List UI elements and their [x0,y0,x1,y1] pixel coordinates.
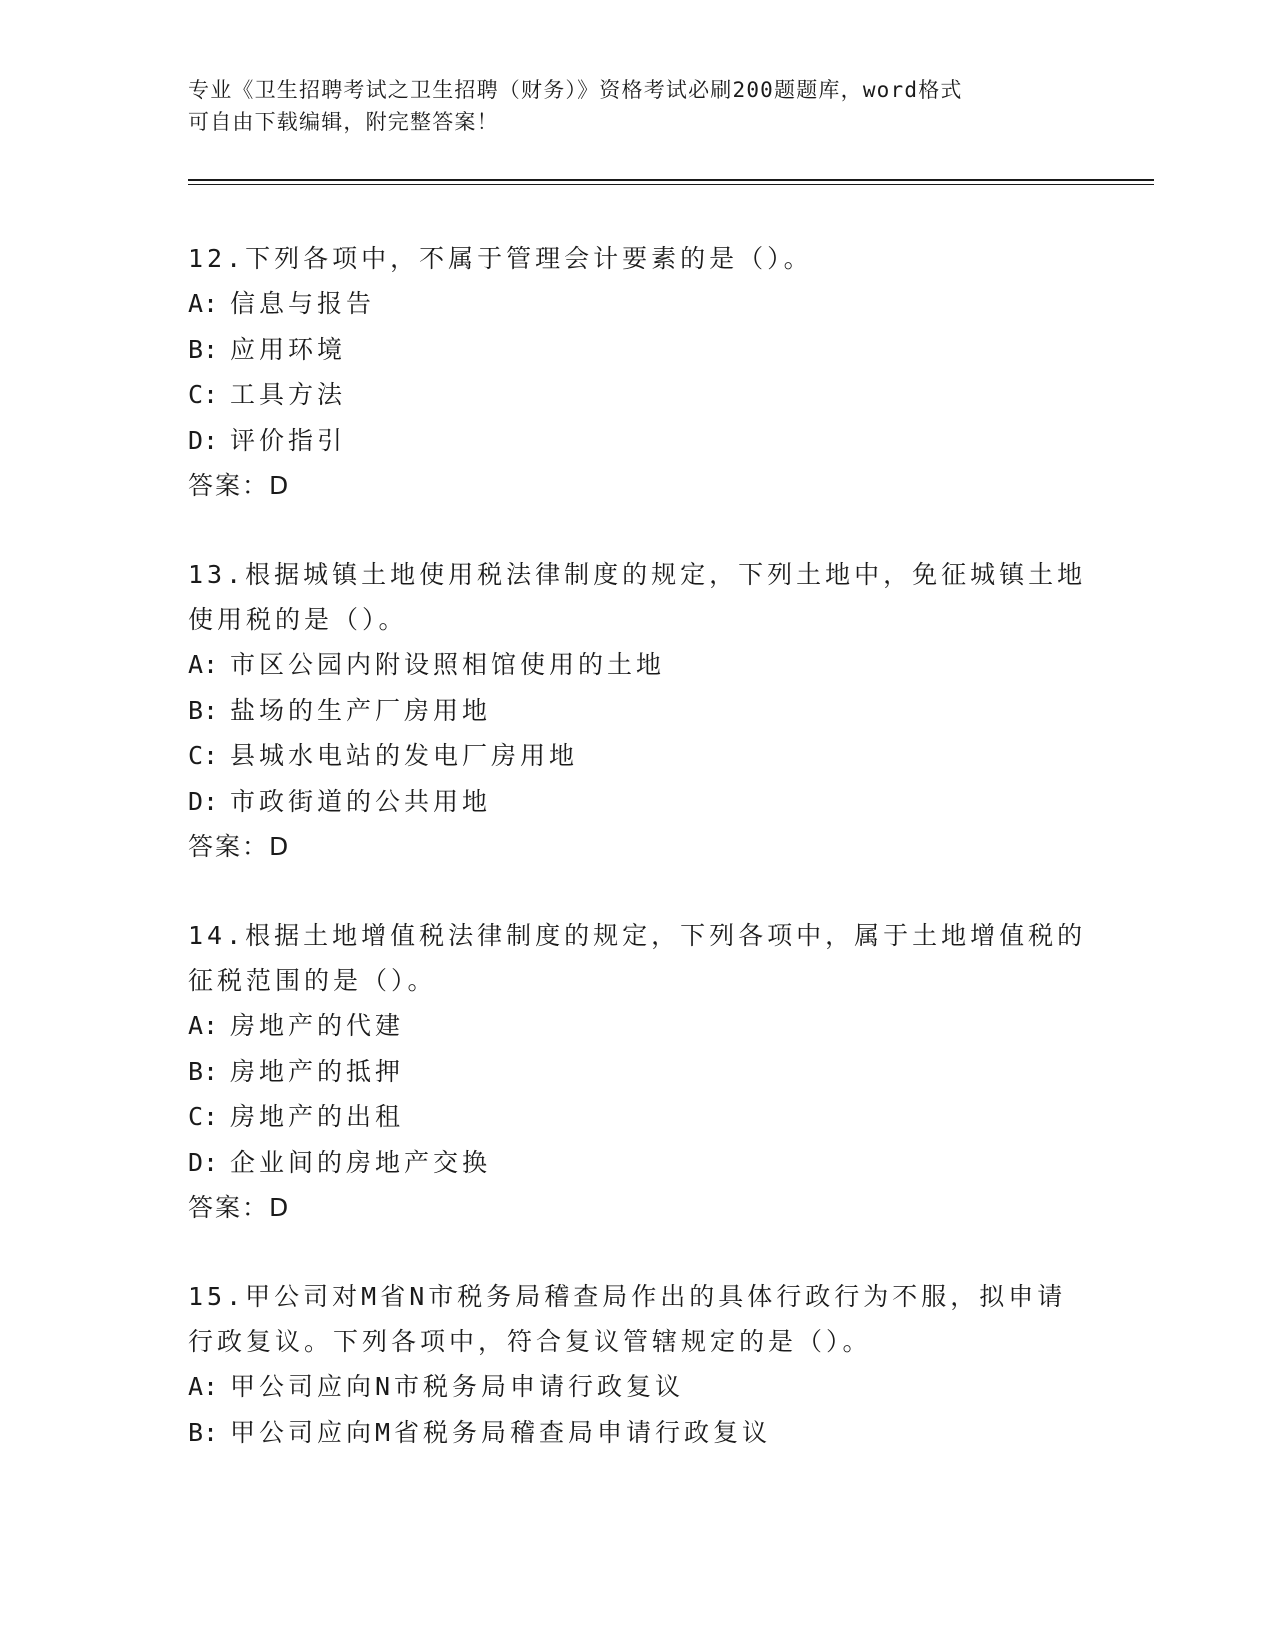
option-text: 甲公司应向M省税务局稽查局申请行政复议 [230,1417,772,1447]
option-text: 信息与报告 [230,289,376,318]
header-line-1: 专业《卫生招聘考试之卫生招聘（财务）》资格考试必刷200题题库，word格式 [188,78,963,102]
question-text-line: 15.甲公司对M省N市税务局稽查局作出的具体行政行为不服，拟申请 [188,1282,1067,1311]
option-row [188,1003,1088,1049]
option-letter: C: [188,1102,219,1131]
option-text: 房地产的出租 [230,1102,405,1131]
option-letter: B: [188,1056,219,1086]
option-letter: C: [188,380,219,409]
question-text-line: 14.根据土地增值税法律制度的规定，下列各项中，属于土地增值税的 [188,921,1087,950]
option-row [188,688,1088,734]
option-letter: B: [188,334,219,364]
question-text [188,552,1088,642]
question-block [188,913,1088,1230]
option-row [188,1140,1088,1186]
option-row [188,1049,1088,1095]
document-header [188,74,1068,138]
question-text-line: 12.下列各项中，不属于管理会计要素的是（）。 [188,244,813,273]
question-block [188,236,1088,508]
option-text: 房地产的代建 [230,1011,405,1040]
option-letter: B: [188,1417,219,1447]
option-text: 市政街道的公共用地 [230,786,492,816]
question-list [188,236,1088,1499]
option-row [188,642,1088,688]
question-block [188,1274,1088,1455]
option-letter: A: [188,650,219,679]
option-row [188,1364,1088,1410]
option-text: 甲公司应向N市税务局申请行政复议 [230,1372,685,1401]
question-block [188,552,1088,869]
answer-line: 答案：D [188,1193,291,1222]
header-divider-thick [188,179,1154,181]
option-letter: A: [188,1011,219,1040]
header-line-2: 可自由下载编辑，附完整答案！ [188,110,499,134]
option-text: 房地产的抵押 [230,1056,405,1086]
option-letter: A: [188,1372,219,1401]
option-row [188,372,1088,418]
option-row [188,281,1088,327]
answer-line: 答案：D [188,832,291,861]
answer-line: 答案：D [188,471,291,500]
option-letter: C: [188,741,219,770]
option-row [188,1410,1088,1456]
question-text [188,1274,1088,1364]
question-text-line: 行政复议。下列各项中，符合复议管辖规定的是（）。 [188,1327,872,1356]
option-text: 企业间的房地产交换 [230,1147,492,1177]
option-letter: D: [188,1147,219,1177]
option-text: 工具方法 [230,380,347,409]
option-text: 县城水电站的发电厂房用地 [230,741,579,770]
option-row [188,733,1088,779]
option-letter: D: [188,425,219,455]
option-row [188,779,1088,825]
option-letter: B: [188,695,219,725]
question-text-line: 征税范围的是（）。 [188,966,437,995]
option-row [188,1094,1088,1140]
option-row [188,327,1088,373]
option-text: 盐场的生产厂房用地 [230,695,492,725]
option-row [188,418,1088,464]
option-text: 评价指引 [230,425,347,455]
option-text: 应用环境 [230,334,347,364]
option-letter: D: [188,786,219,816]
question-text-line: 使用税的是（）。 [188,605,408,634]
option-text: 市区公园内附设照相馆使用的土地 [230,650,666,679]
header-divider-thin [188,184,1154,185]
question-text [188,913,1088,1003]
option-letter: A: [188,289,219,318]
question-text-line: 13.根据城镇土地使用税法律制度的规定，下列土地中，免征城镇土地 [188,560,1087,589]
question-text [188,236,1088,281]
